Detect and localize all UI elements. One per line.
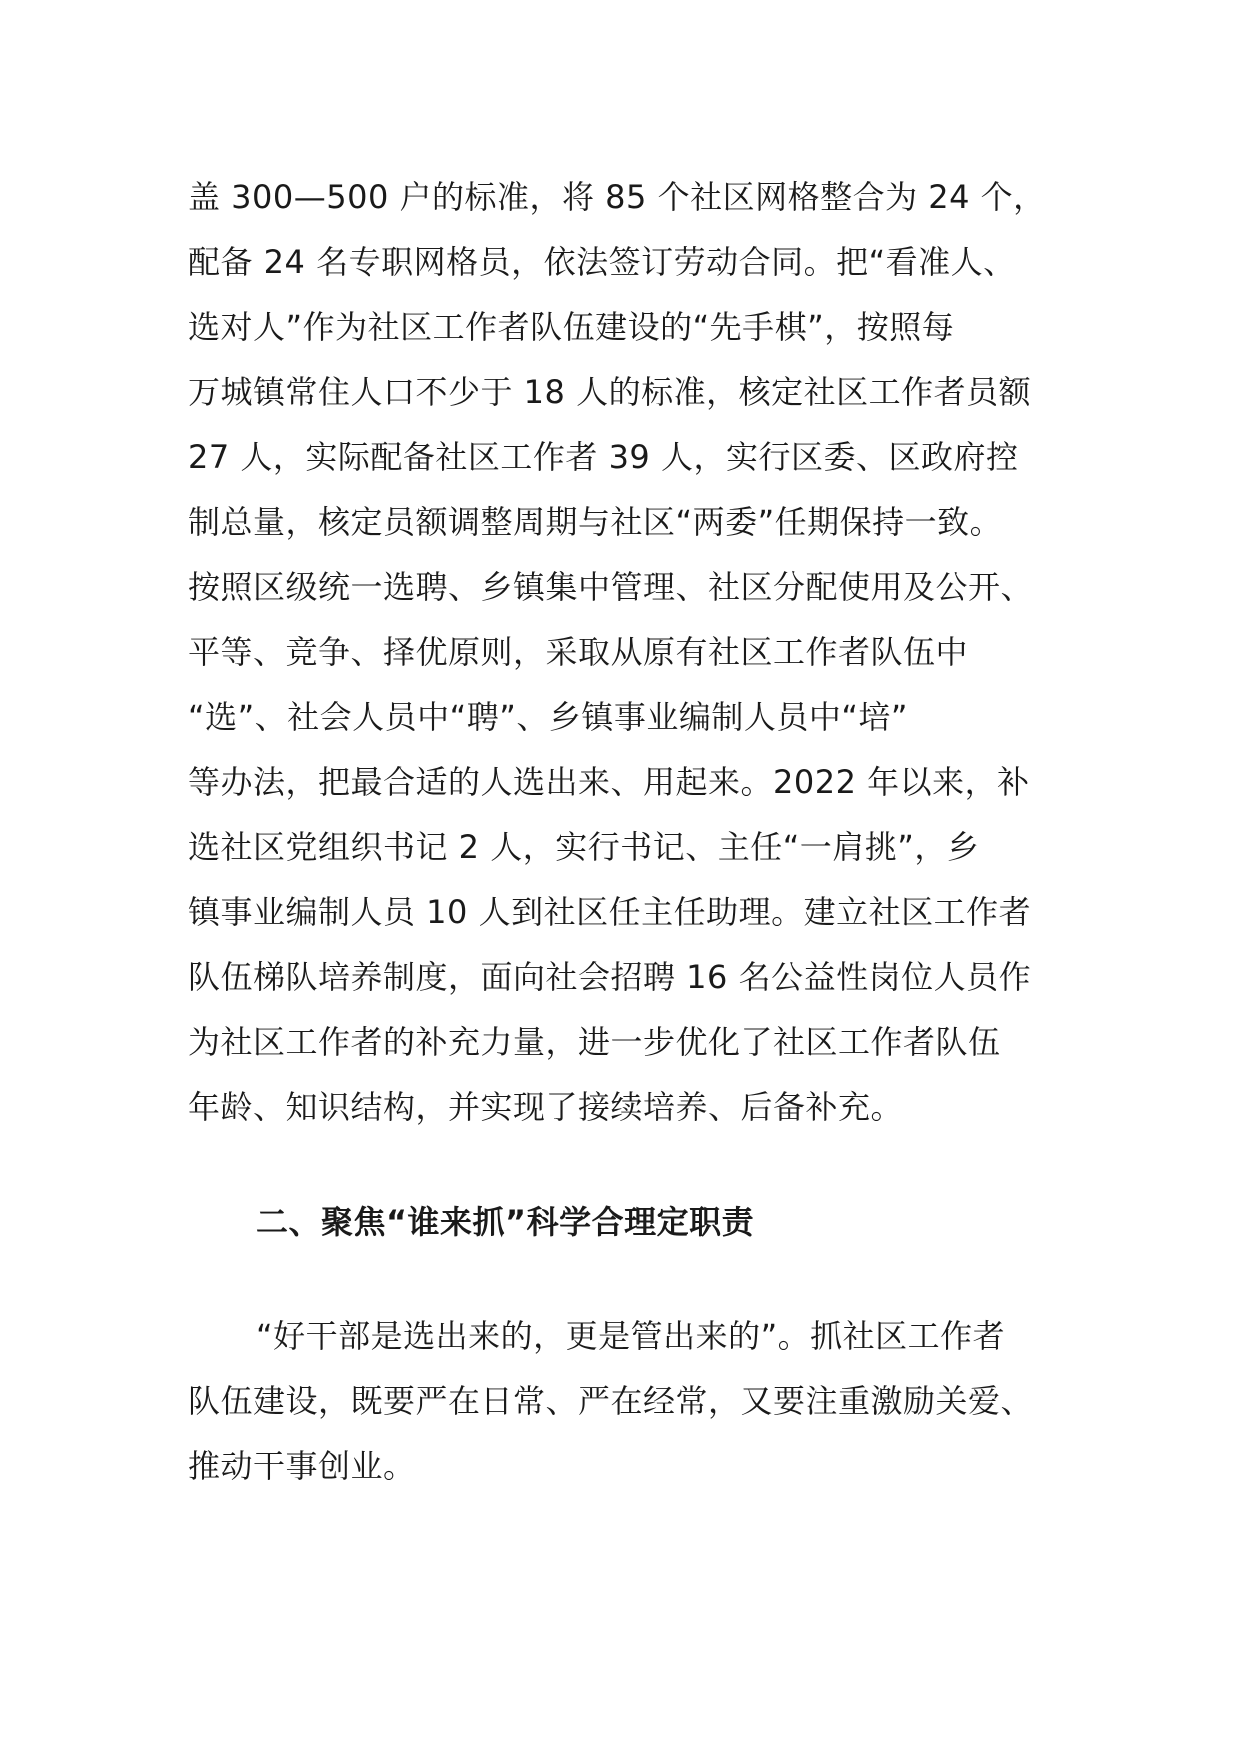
text-line: 27 人，实际配备社区工作者 39 人，实行区委、区政府控 bbox=[188, 438, 1019, 476]
text-line: 平等、竞争、择优原则，采取从原有社区工作者队伍中 bbox=[188, 633, 969, 671]
text-line: 等办法，把最合适的人选出来、用起来。2022 年以来，补 bbox=[188, 763, 1030, 801]
text-line: 为社区工作者的补充力量，进一步优化了社区工作者队伍 bbox=[188, 1023, 1001, 1061]
text-line: 配备 24 名专职网格员，依法签订劳动合同。把“看准人、 bbox=[188, 243, 1016, 281]
text-line: 镇事业编制人员 10 人到社区任主任助理。建立社区工作者 bbox=[188, 893, 1032, 931]
text-line: 推动干事创业。 bbox=[188, 1447, 416, 1485]
text-line: 选对人”作为社区工作者队伍建设的“先手棋”，按照每 bbox=[188, 308, 955, 346]
text-line: 年龄、知识结构，并实现了接续培养、后备补充。 bbox=[188, 1088, 904, 1126]
text-line: “好干部是选出来的，更是管出来的”。抓社区工作者 bbox=[256, 1317, 1006, 1355]
text-line: 队伍梯队培养制度，面向社会招聘 16 名公益性岗位人员作 bbox=[188, 958, 1032, 996]
text-line: 盖 300—500 户的标准，将 85 个社区网格整合为 24 个， bbox=[188, 178, 1046, 216]
text-line: 队伍建设，既要严在日常、严在经常，又要注重激励关爱、 bbox=[188, 1382, 1034, 1420]
section-heading: 二、聚焦“谁来抓”科学合理定职责 bbox=[256, 1203, 755, 1241]
text-line: 按照区级统一选聘、乡镇集中管理、社区分配使用及公开、 bbox=[188, 568, 1034, 606]
text-line: 制总量，核定员额调整周期与社区“两委”任期保持一致。 bbox=[188, 503, 1003, 541]
text-line: “选”、社会人员中“聘”、乡镇事业编制人员中“培” bbox=[188, 698, 908, 736]
text-line: 选社区党组织书记 2 人，实行书记、主任“一肩挑”，乡 bbox=[188, 828, 980, 866]
text-line: 万城镇常住人口不少于 18 人的标准，核定社区工作者员额 bbox=[188, 373, 1032, 411]
